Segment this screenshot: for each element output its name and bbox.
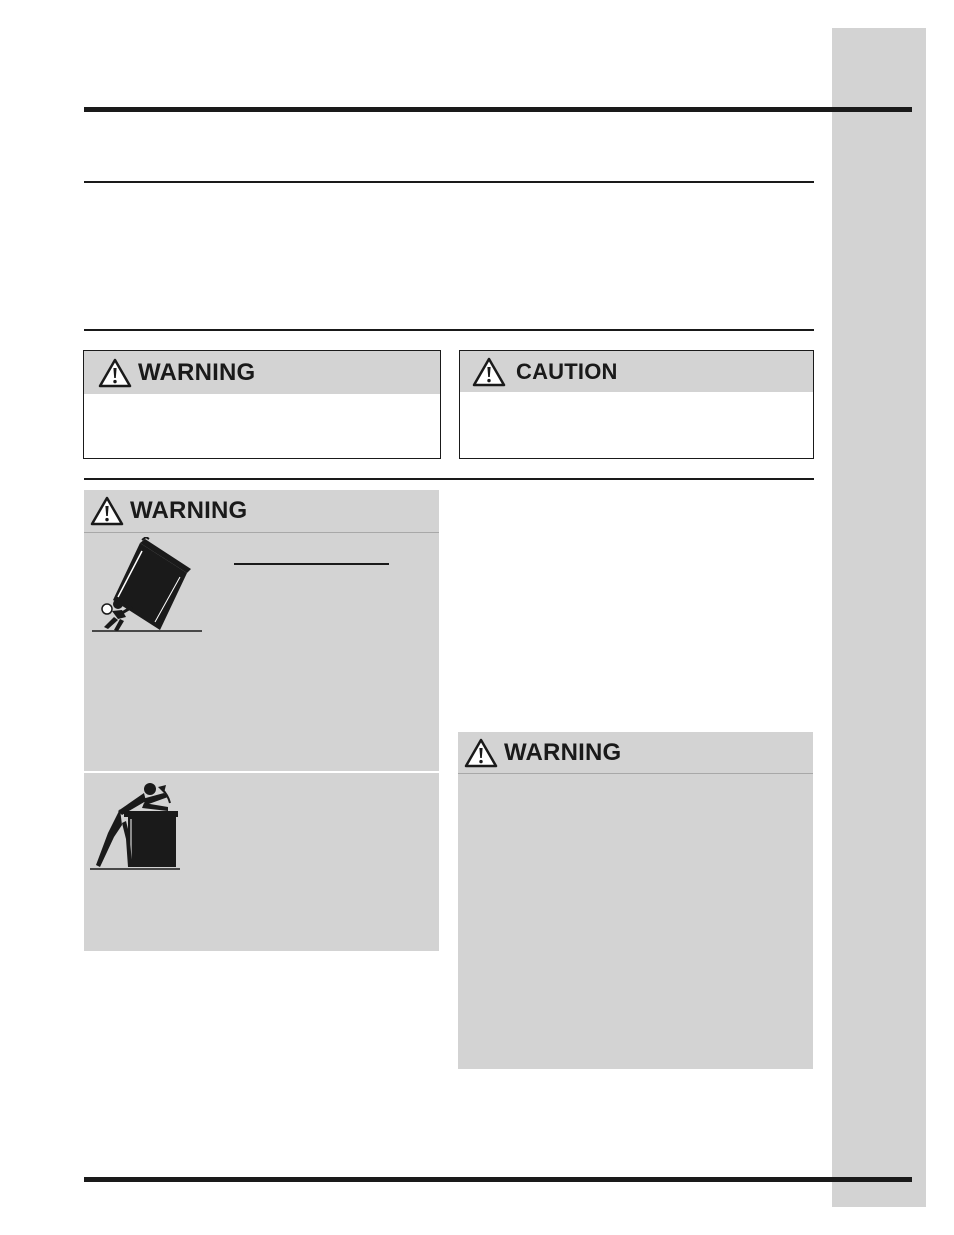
right-warning-label: WARNING (504, 738, 622, 766)
tip-over-heading-underline (234, 563, 389, 565)
tip-over-panel-divider (84, 771, 439, 773)
right-warning-header (458, 732, 813, 773)
tip-over-header-separator (84, 532, 439, 533)
side-tab (832, 28, 926, 1207)
warning-box-header (84, 351, 440, 394)
section-rule-1 (84, 181, 814, 183)
tip-over-child-icon (92, 537, 204, 635)
warning-triangle-icon (90, 496, 124, 526)
top-rule (84, 107, 912, 112)
tip-over-warning-header (84, 490, 439, 532)
right-warning-panel (458, 732, 813, 1069)
adult-lifting-lid-icon (88, 779, 184, 873)
section-rule-3 (84, 478, 814, 480)
caution-box-header (460, 351, 813, 392)
warning-box (83, 350, 441, 459)
right-warning-header-separator (458, 773, 813, 774)
bottom-rule (84, 1177, 912, 1182)
caution-box (459, 350, 814, 459)
tip-over-warning-label: WARNING (130, 497, 248, 524)
warning-triangle-icon (472, 357, 506, 387)
caution-box-label: CAUTION (516, 358, 618, 384)
tip-over-warning-panel (84, 490, 439, 951)
warning-box-label: WARNING (138, 358, 256, 386)
warning-triangle-icon (464, 738, 498, 768)
warning-triangle-icon (98, 358, 132, 388)
section-rule-2 (84, 329, 814, 331)
